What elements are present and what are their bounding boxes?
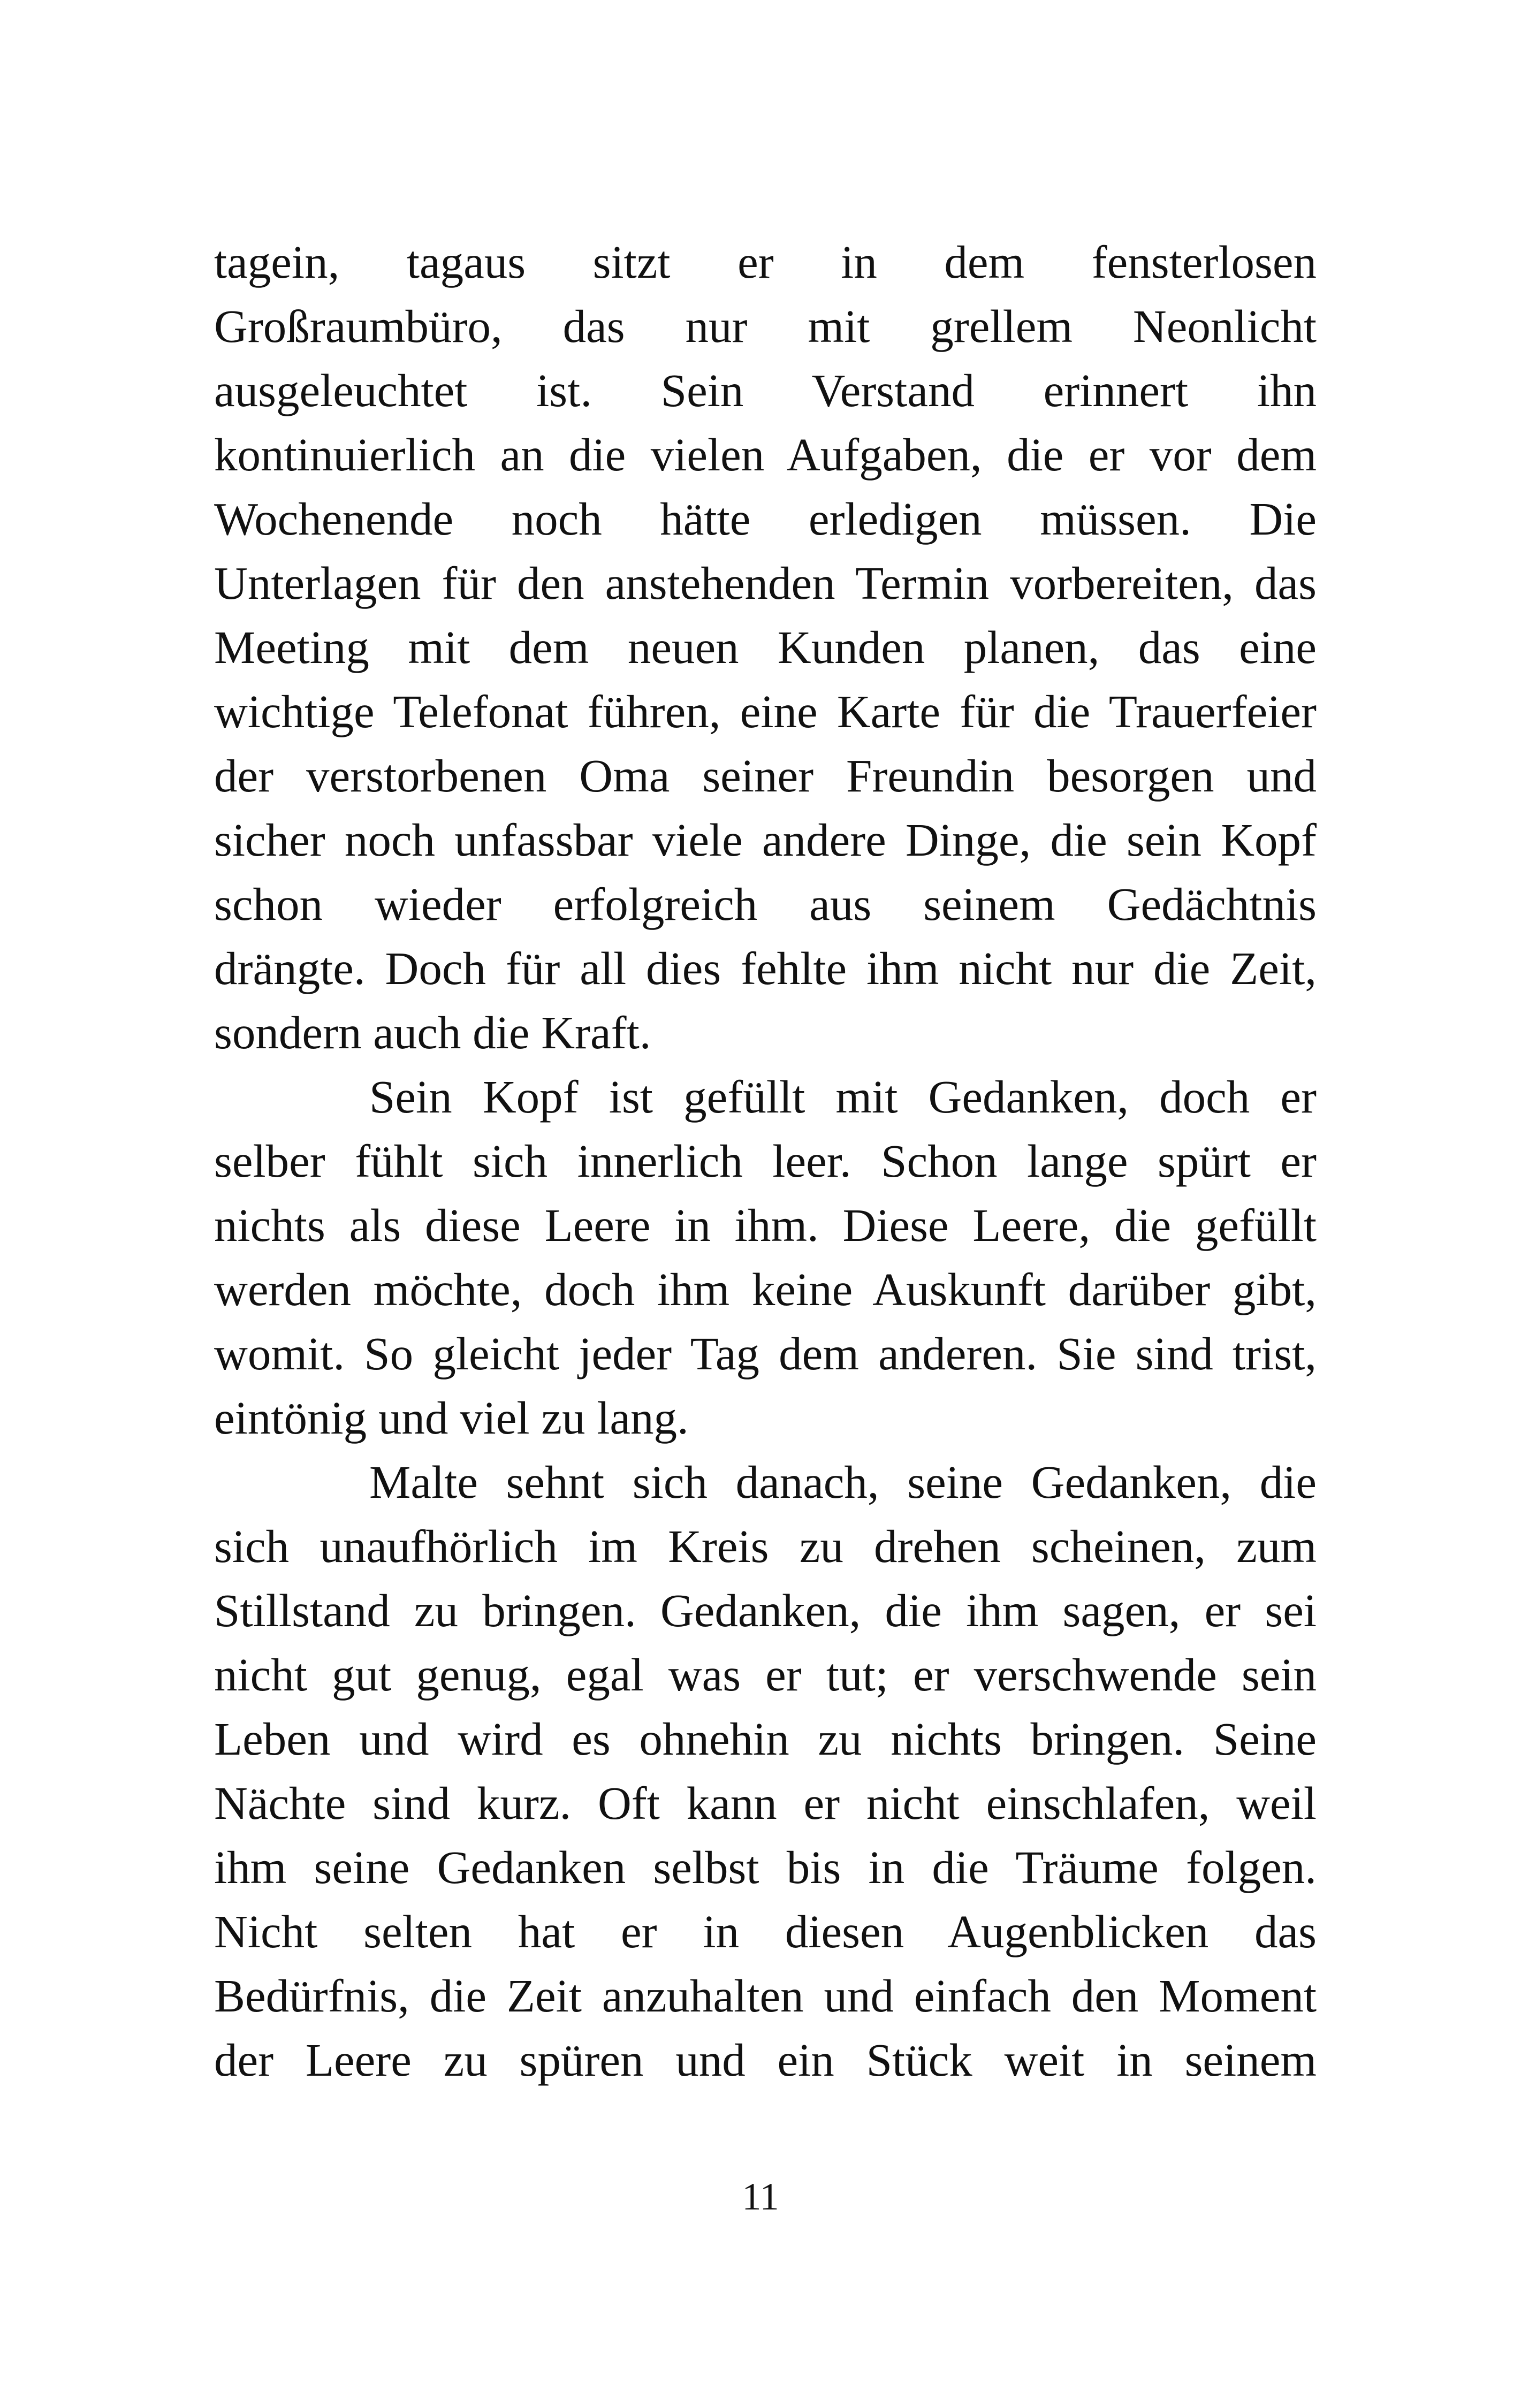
text-line: sich unaufhörlich im Kreis zu drehen scheinen, zum xyxy=(214,1520,1317,1572)
text-line: nichts als diese Leere in ihm. Diese Leere, die gefüllt xyxy=(214,1199,1317,1251)
paragraph-first-line: Malte sehnt sich danach, seine Gedanken, die xyxy=(369,1456,1317,1508)
paragraph-last-line: eintönig und viel zu lang. xyxy=(214,1392,689,1444)
text-line: tagein, tagaus sitzt er in dem fensterlosen xyxy=(214,236,1317,288)
text-line: drängte. Doch für all dies fehlte ihm nicht nur die Zeit, xyxy=(214,942,1317,994)
text-line: womit. So gleicht jeder Tag dem anderen. Sie sind trist, xyxy=(214,1328,1317,1380)
text-line: der verstorbenen Oma seiner Freundin besorgen und xyxy=(214,750,1317,802)
text-line: nicht gut genug, egal was er tut; er verschwende sein xyxy=(214,1649,1317,1701)
text-line: Stillstand zu bringen. Gedanken, die ihm sagen, er sei xyxy=(214,1584,1317,1636)
text-line: Nächte sind kurz. Oft kann er nicht einschlafen, weil xyxy=(214,1777,1317,1829)
paragraph-last-line: sondern auch die Kraft. xyxy=(214,1007,651,1058)
text-line: ihm seine Gedanken selbst bis in die Träume folgen. xyxy=(214,1841,1317,1893)
text-line: Nicht selten hat er in diesen Augenblicken das xyxy=(214,1906,1317,1957)
body-text xyxy=(214,230,1317,2092)
text-line: sicher noch unfassbar viele andere Dinge, die sein Kopf xyxy=(214,814,1317,866)
text-line: selber fühlt sich innerlich leer. Schon lange spürt er xyxy=(214,1135,1317,1187)
text-line: der Leere zu spüren und ein Stück weit in seinem xyxy=(214,2034,1317,2086)
text-line: ausgeleuchtet ist. Sein Verstand erinnert ihn xyxy=(214,364,1317,416)
text-line: kontinuierlich an die vielen Aufgaben, die er vor dem xyxy=(214,429,1317,481)
text-line: Großraumbüro, das nur mit grellem Neonlicht xyxy=(214,300,1317,352)
text-line: schon wieder erfolgreich aus seinem Gedächtnis xyxy=(214,878,1317,930)
text-line: werden möchte, doch ihm keine Auskunft darüber gibt, xyxy=(214,1263,1317,1315)
text-line: Unterlagen für den anstehenden Termin vorbereiten, das xyxy=(214,557,1317,609)
text-line: Bedürfnis, die Zeit anzuhalten und einfach den Moment xyxy=(214,1970,1317,2022)
text-line: Meeting mit dem neuen Kunden planen, das eine xyxy=(214,621,1317,673)
paragraph-first-line: Sein Kopf ist gefüllt mit Gedanken, doch er xyxy=(369,1071,1317,1123)
text-line: Wochenende noch hätte erledigen müssen. Die xyxy=(214,493,1317,545)
text-line: Leben und wird es ohnehin zu nichts bringen. Seine xyxy=(214,1713,1317,1765)
page-number: 11 xyxy=(742,2175,779,2218)
text-line: wichtige Telefonat führen, eine Karte für die Trauerfeier xyxy=(214,685,1317,737)
